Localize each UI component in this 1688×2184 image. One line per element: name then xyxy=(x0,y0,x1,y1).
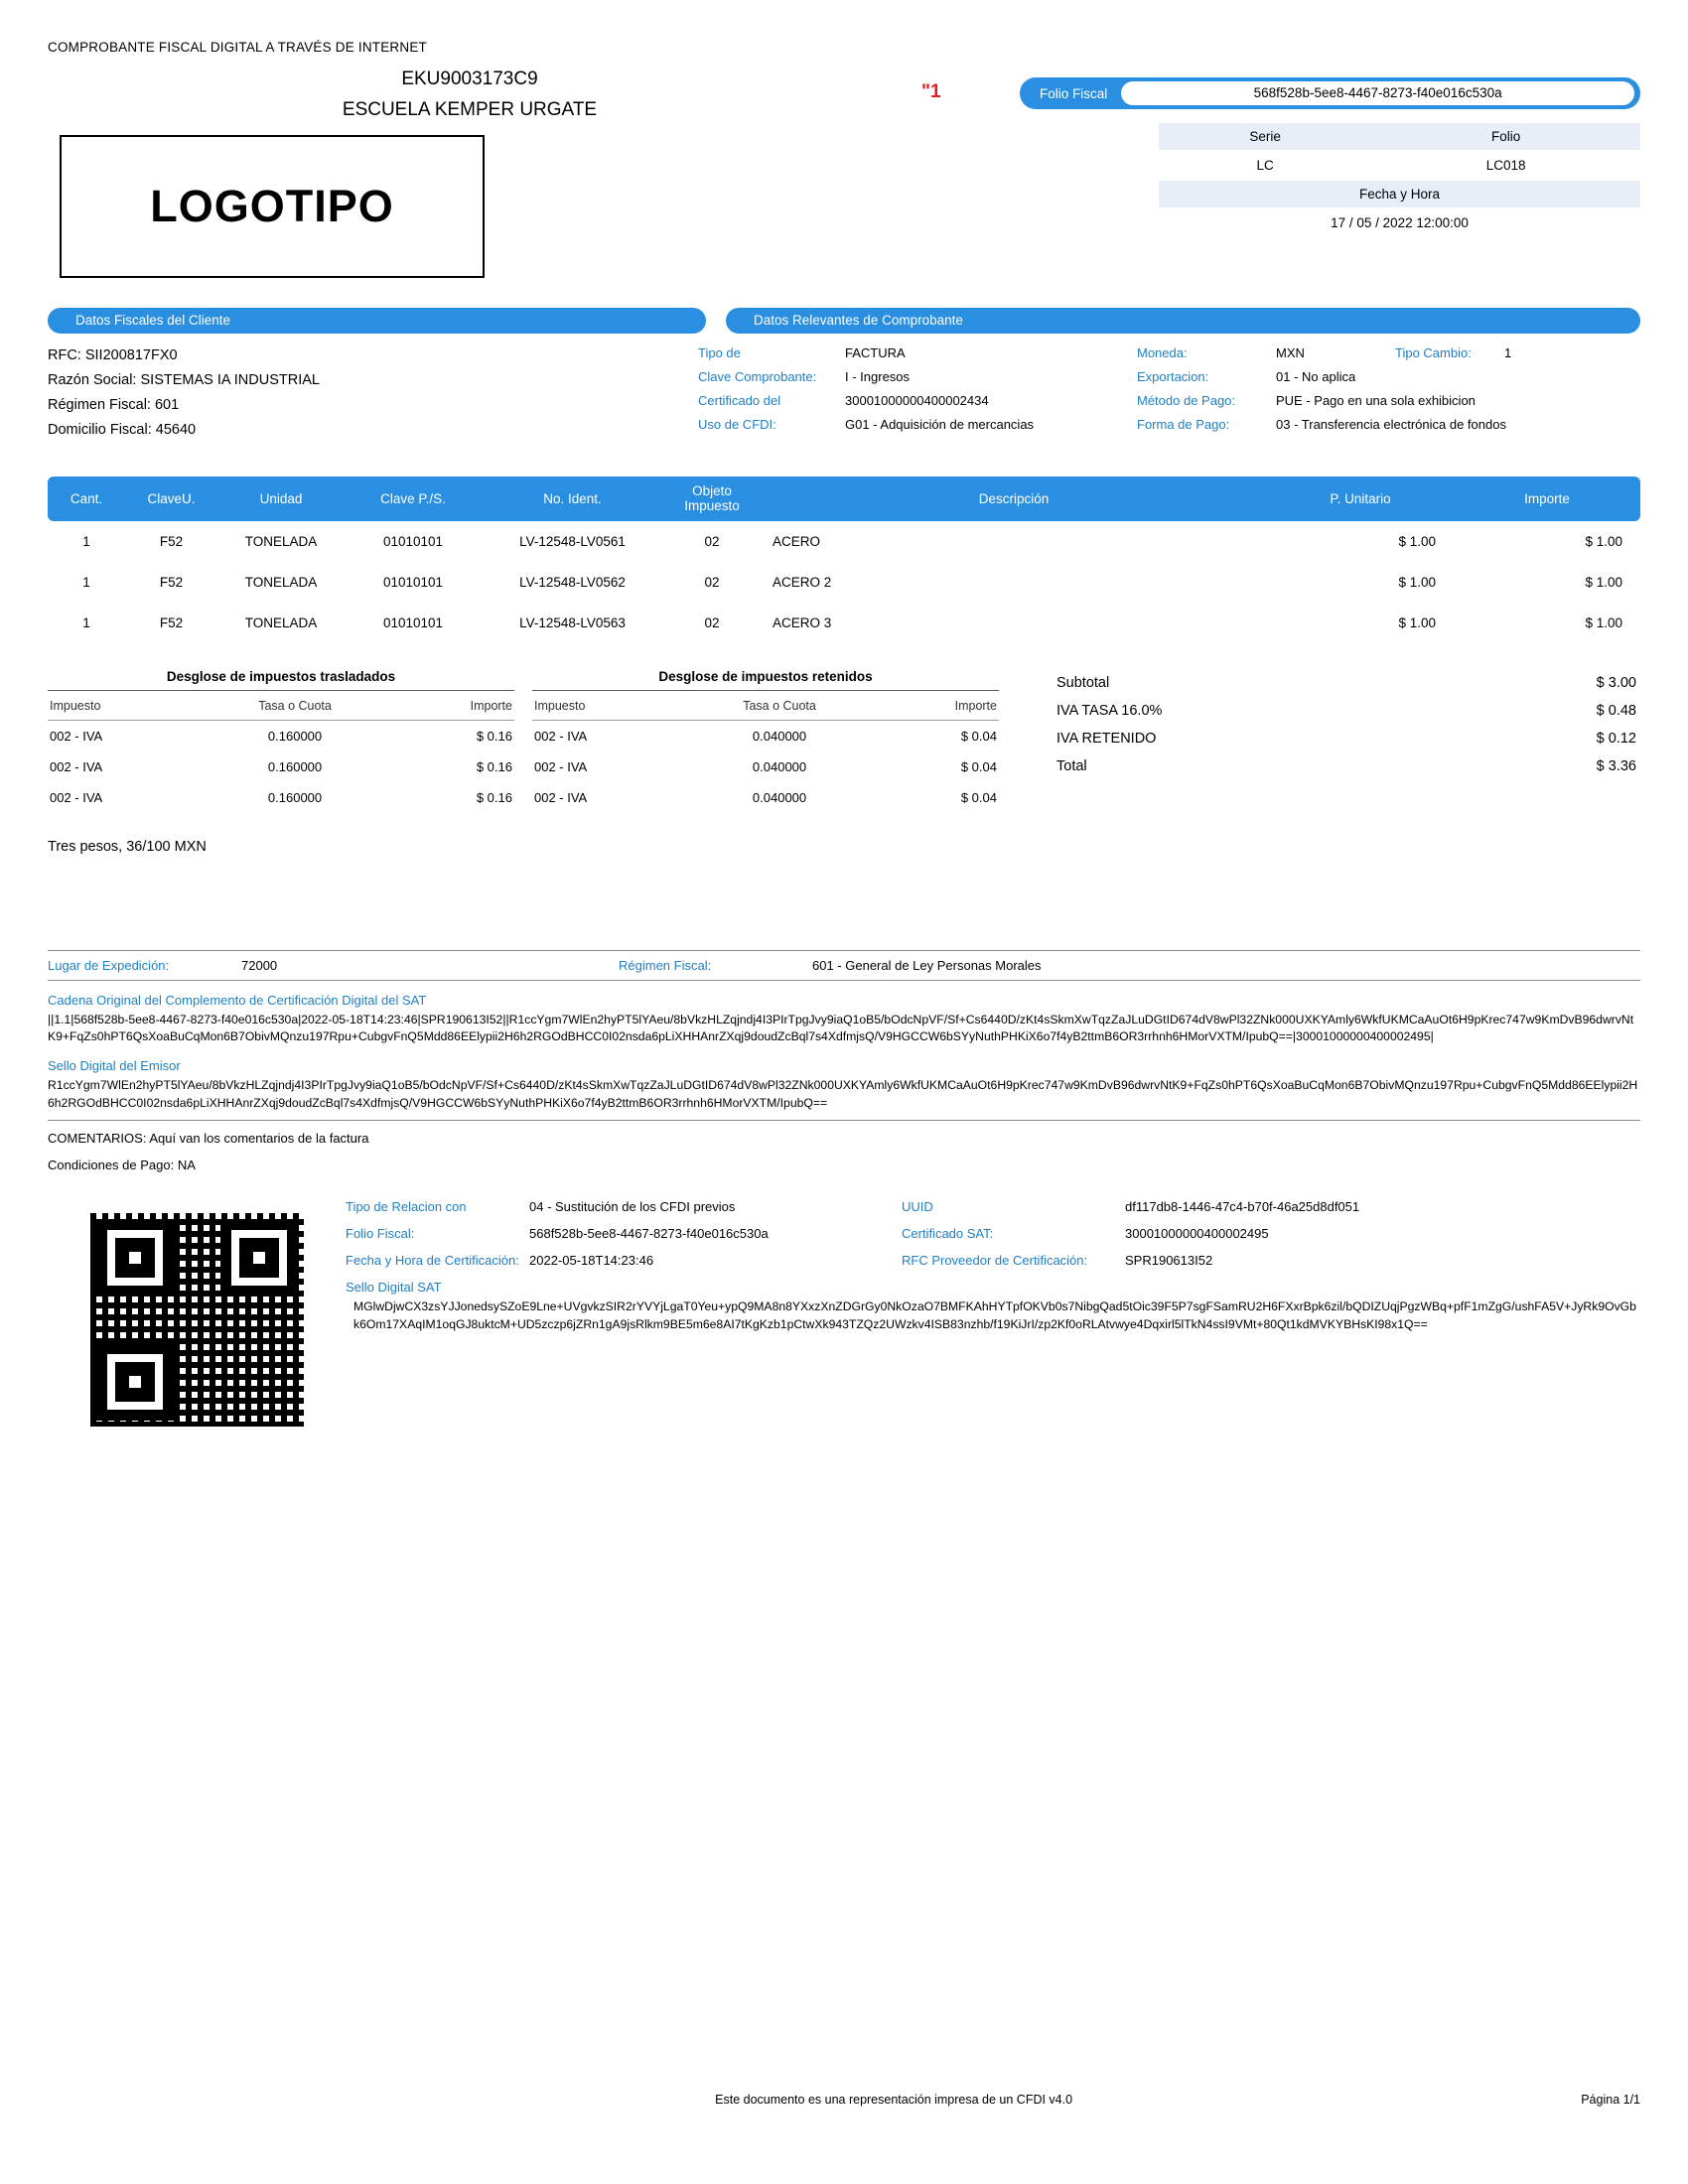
total-label: IVA TASA 16.0% xyxy=(1056,702,1163,719)
cell-cant: 1 xyxy=(82,614,90,630)
footer-page: Página 1/1 xyxy=(1581,2093,1640,2107)
conceptos-header xyxy=(48,477,1640,521)
qr-finder-bottom-left xyxy=(96,1343,174,1421)
cell-claveu: F52 xyxy=(159,533,184,549)
table-row xyxy=(48,782,514,813)
comprobante-tipo-value: FACTURA xyxy=(845,345,906,360)
cliente-domicilio-fiscal: Domicilio Fiscal: 45640 xyxy=(48,421,197,438)
condiciones-pago: Condiciones de Pago: NA xyxy=(48,1158,196,1173)
tax-cell-tasa: 0.160000 xyxy=(267,758,323,774)
cliente-regimen-fiscal: Régimen Fiscal: 601 xyxy=(48,396,180,413)
impuestos-trasladados-table xyxy=(48,691,514,813)
tipo-cambio-label: Tipo Cambio: xyxy=(1395,345,1472,360)
comprobante-left-column xyxy=(698,343,1125,443)
certificado-sat-label: Certificado SAT: xyxy=(902,1225,994,1241)
comprobante-metodo-pago-value: PUE - Pago en una sola exhibicion xyxy=(1276,393,1476,408)
tax-cell-importe: $ 0.04 xyxy=(960,758,997,774)
table-row xyxy=(48,521,1640,562)
tax-cell-tasa: 0.160000 xyxy=(267,789,323,805)
cell-unidad: TONELADA xyxy=(244,614,318,630)
folio-fiscal-cert xyxy=(346,1226,902,1241)
comprobante-uso-cfdi-value: G01 - Adquisición de mercancias xyxy=(845,417,1035,432)
total-label: IVA RETENIDO xyxy=(1056,730,1157,747)
total-label: Total xyxy=(1056,757,1087,774)
impuestos-retenidos-table xyxy=(532,691,999,813)
tax-col-impuesto: Impuesto xyxy=(532,691,679,721)
cell-p-unitario: $ 1.00 xyxy=(1398,614,1436,630)
comprobante-data xyxy=(698,343,1640,443)
total-label: Subtotal xyxy=(1056,674,1110,691)
comprobante-uso-cfdi xyxy=(698,417,1125,432)
comprobante-forma-pago-value: 03 - Transferencia electrónica de fondos xyxy=(1276,417,1506,432)
cell-cant: 1 xyxy=(82,533,90,549)
relacion-uuid-row xyxy=(346,1199,1640,1214)
cell-claveu: F52 xyxy=(159,574,184,590)
importe-con-letra: Tres pesos, 36/100 MXN xyxy=(48,838,207,855)
cell-claveu: F52 xyxy=(159,614,184,630)
section-bands xyxy=(48,308,1640,334)
table-row xyxy=(532,782,999,813)
folio-fiscal-pill xyxy=(1020,77,1640,109)
tax-cell-impuesto: 002 - IVA xyxy=(50,728,103,744)
comprobante-exportacion-value: 01 - No aplica xyxy=(1276,369,1356,384)
comprobante-tipo-label: Tipo de xyxy=(698,345,741,360)
cell-clave-ps: 01010101 xyxy=(382,614,444,630)
col-unidad: Unidad xyxy=(217,477,345,521)
fecha-hora-header-row xyxy=(1159,181,1640,207)
tipo-cambio-value: 1 xyxy=(1504,345,1512,360)
folio-value: LC018 xyxy=(1371,150,1640,181)
certificado-sat xyxy=(902,1226,1269,1241)
totals-block xyxy=(1017,669,1640,813)
folio-fiscal-value: 568f528b-5ee8-4467-8273-f40e016c530a xyxy=(1121,81,1634,105)
header-right xyxy=(1020,77,1640,238)
tipo-relacion xyxy=(346,1199,902,1214)
tax-header-row xyxy=(48,691,514,721)
sello-sat-value: MGlwDjwCX3zsYJJonedsySZoE9Lne+UVgvkzSIR2rYVYjLgaT0Yeu+ypQ9MA8n8YXxzXnZDGrGy0NkOzaO7BMFKAhHYTpfOKVb0s7NibgQad5tOic39F5P7sgFSamRU2H6FXxrBpk6zil/bQDIZUqjPgzWBq+pfF1mZgG/ushFA5V+JyRk9OvGbk6Om17XAqIM1oqGJ8uktcM+UD5zczp6jZRn1gA9jsRlkm9BE5m6e8AI7tKgKzb1pCtwXk943TZQz2UWzkv4ISB83nzhb/f19KiJrI/zp2Kf0oRLAtvwye4Dqxirl5lTkN4ssI9VMt+80Qt1kdMVKYBHsKI98x1Q== xyxy=(353,1298,1636,1331)
sello-emisor-value: R1ccYgm7WlEn2hyPT5lYAeu/8bVkzHLZqjndj4I3PIrTpgJvy9iaQ1oB5/bOdcNpVF/Sf+Cs6440D/zKt4sSkmXwTqzZaJLuDGtID674dV8wPl32ZNk000UXKYAmly6WkfUKMCaAuOt6H9pKrec747w9KmDvB96dwrvNtK9+FqZs0hPT6QsXoaBuCqMon6B7ObivMQnzu197Rpu+CubgvFnQ5Mdd86EElypii2H6h2RGOdBHCC0I02nsda6pLiXHHAnrZXqj9doudZcBql7s4XdfmjsQ/V9HGCCW6bSYyNuthPHKiX6o7f4yB2ttmB6OR3rrhnh6HMorVXTM/IpubQ== xyxy=(48,1078,1638,1110)
cell-importe: $ 1.00 xyxy=(1585,614,1622,630)
rfc-proveedor-certificacion xyxy=(902,1253,1212,1268)
certificado-sat-value: 30001000000400002495 xyxy=(1125,1225,1269,1241)
cell-descripcion: ACERO 2 xyxy=(773,574,832,590)
page-mark: "1 xyxy=(921,81,941,102)
cell-p-unitario: $ 1.00 xyxy=(1398,574,1436,590)
comprobante-uso-cfdi-label: Uso de CFDI: xyxy=(698,417,776,432)
document-type-title: COMPROBANTE FISCAL DIGITAL A TRAVÉS DE INTERNET xyxy=(48,40,427,55)
lugar-expedicion xyxy=(48,958,619,973)
fecha-rfc-row xyxy=(346,1253,1640,1268)
total-iva-tasa xyxy=(1056,697,1640,725)
comprobante-forma-pago xyxy=(1137,417,1640,432)
cliente-razon-social: Razón Social: SISTEMAS IA INDUSTRIAL xyxy=(48,371,320,388)
cell-objeto-impuesto: 02 xyxy=(704,533,720,549)
impuestos-retenidos-title: Desglose de impuestos retenidos xyxy=(532,669,999,691)
tax-col-importe: Importe xyxy=(395,691,514,721)
lugar-regimen-row xyxy=(48,950,1640,981)
cell-objeto-impuesto: 02 xyxy=(704,574,720,590)
tax-col-impuesto: Impuesto xyxy=(48,691,195,721)
tax-col-tasa: Tasa o Cuota xyxy=(195,691,394,721)
emisor-name: ESCUELA KEMPER URGATE xyxy=(342,99,598,120)
tax-cell-impuesto: 002 - IVA xyxy=(534,728,588,744)
rfc-proveedor-value: SPR190613I52 xyxy=(1125,1252,1213,1268)
document-footer xyxy=(48,2093,1640,2107)
cell-no-ident: LV-12548-LV0563 xyxy=(519,614,626,630)
cell-importe: $ 1.00 xyxy=(1585,574,1622,590)
table-row xyxy=(48,751,514,782)
fecha-hora-value: 17 / 05 / 2022 12:00:00 xyxy=(1159,207,1640,238)
divider xyxy=(48,1120,1640,1121)
cell-cant: 1 xyxy=(82,574,90,590)
tax-cell-tasa: 0.040000 xyxy=(752,728,807,744)
cell-objeto-impuesto: 02 xyxy=(704,614,720,630)
sello-emisor-title: Sello Digital del Emisor xyxy=(48,1058,181,1074)
serie-folio-table xyxy=(1159,123,1640,238)
total-value: $ 3.36 xyxy=(1596,757,1636,774)
comprobante-clave-label: Clave Comprobante: xyxy=(698,369,817,384)
col-importe: Importe xyxy=(1454,477,1640,521)
tax-header-row xyxy=(532,691,999,721)
table-row xyxy=(532,751,999,782)
regimen-fiscal-emisor xyxy=(619,958,1042,973)
fecha-certificacion-value: 2022-05-18T14:23:46 xyxy=(529,1252,654,1268)
total-subtotal xyxy=(1056,669,1640,697)
comprobante-metodo-pago xyxy=(1137,393,1640,408)
qr-code-icon xyxy=(90,1213,304,1427)
tax-col-tasa: Tasa o Cuota xyxy=(679,691,879,721)
comprobante-forma-pago-label: Forma de Pago: xyxy=(1137,417,1230,432)
conceptos-header-row xyxy=(48,477,1640,521)
qr-wrapper xyxy=(48,1189,346,1427)
cell-importe: $ 1.00 xyxy=(1585,533,1622,549)
header-left xyxy=(48,40,743,278)
folio-label: Folio xyxy=(1371,123,1640,150)
cell-unidad: TONELADA xyxy=(244,574,318,590)
fecha-hora-value-row xyxy=(1159,207,1640,238)
tax-col-importe: Importe xyxy=(880,691,999,721)
fecha-hora-label: Fecha y Hora xyxy=(1159,181,1640,207)
cell-no-ident: LV-12548-LV0561 xyxy=(519,533,626,549)
cell-no-ident: LV-12548-LV0562 xyxy=(519,574,626,590)
folio-fiscal-label: Folio Fiscal xyxy=(1040,85,1108,101)
emisor-rfc: EKU9003173C9 xyxy=(401,68,538,89)
certification-data xyxy=(346,1189,1640,1427)
comprobante-exportacion-label: Exportacion: xyxy=(1137,369,1209,384)
regimen-fiscal-label: Régimen Fiscal: xyxy=(619,957,712,973)
folio-certificado-row xyxy=(346,1226,1640,1241)
table-row xyxy=(48,562,1640,603)
table-row xyxy=(48,603,1640,643)
band-datos-cliente: Datos Fiscales del Cliente xyxy=(48,308,706,334)
comprobante-moneda-label: Moneda: xyxy=(1137,345,1188,360)
table-row xyxy=(532,720,999,751)
taxes-and-totals xyxy=(48,669,1640,813)
col-claveu: ClaveU. xyxy=(125,477,217,521)
comprobante-certificado xyxy=(698,393,1125,408)
comprobante-right-column xyxy=(1137,343,1640,443)
serie-label: Serie xyxy=(1159,123,1371,150)
uuid-label: UUID xyxy=(902,1198,933,1214)
band-datos-comprobante: Datos Relevantes de Comprobante xyxy=(726,308,1640,334)
impuestos-retenidos-block xyxy=(532,669,999,813)
comprobante-certificado-value: 30001000000400002434 xyxy=(845,393,989,408)
sello-sat-title: Sello Digital SAT xyxy=(346,1279,442,1295)
total-value: $ 0.12 xyxy=(1596,730,1636,747)
tax-cell-importe: $ 0.16 xyxy=(476,758,512,774)
tipo-relacion-value: 04 - Sustitución de los CFDI previos xyxy=(529,1198,736,1214)
fecha-certificacion-label: Fecha y Hora de Certificación: xyxy=(346,1252,519,1268)
tax-cell-impuesto: 002 - IVA xyxy=(534,758,588,774)
tax-cell-impuesto: 002 - IVA xyxy=(534,789,588,805)
comentarios: COMENTARIOS: Aquí van los comentarios de la factura xyxy=(48,1130,369,1146)
info-columns xyxy=(48,343,1640,443)
table-row xyxy=(48,720,514,751)
total-value: $ 3.00 xyxy=(1596,674,1636,691)
cliente-rfc: RFC: SII200817FX0 xyxy=(48,347,178,363)
col-p-unitario: P. Unitario xyxy=(1267,477,1454,521)
tax-cell-impuesto: 002 - IVA xyxy=(50,758,103,774)
col-clave-ps: Clave P./S. xyxy=(345,477,482,521)
tax-cell-importe: $ 0.04 xyxy=(960,728,997,744)
document-body xyxy=(48,40,1640,1427)
lugar-expedicion-value: 72000 xyxy=(241,957,278,973)
tax-cell-tasa: 0.160000 xyxy=(267,728,323,744)
tipo-relacion-label: Tipo de Relacion con xyxy=(346,1198,467,1214)
total-value: $ 0.48 xyxy=(1596,702,1636,719)
lugar-expedicion-label: Lugar de Expedición: xyxy=(48,957,170,973)
regimen-fiscal-value: 601 - General de Ley Personas Morales xyxy=(812,957,1042,973)
serie-value: LC xyxy=(1159,150,1371,181)
conceptos-body xyxy=(48,521,1640,643)
col-cant: Cant. xyxy=(48,477,125,521)
comprobante-tipo xyxy=(698,345,1125,360)
cell-descripcion: ACERO 3 xyxy=(773,614,832,630)
cadena-original-value: ||1.1|568f528b-5ee8-4467-8273-f40e016c530a|2022-05-18T14:23:46|SPR190613I52||R1ccYgm7WlEn2hyPT5lYAeu/8bVkzHLZqjndj4I3PIrTpgJvy9iaQ1oB5/bOdcNpVF/Sf+Cs6440D/zKt4sSkmXwTqzZaJLuDGtID674dV8wPl32ZNk000UXKYAmly6WkfUKMCaAuOt6H9pKrec747w9KmDvB96dwrvNtK9+FqZs0hPT6QsXoaBuCqMon6B7ObivMQnzu197Rpu+CubgvFnQ5Mdd86EElypii2H6h2RGOdBHCC0I02nsda6pLiXHHAnrZXqj9doudZcBql7s4XdfmjsQ/V9HGCCW6bSYyNuthPHKiX6o7f4yB2ttmB6OR3rrhnh6HMorVXTM/IpubQ==|30001000000400002495| xyxy=(48,1012,1634,1044)
emisor-block xyxy=(197,68,743,121)
impuestos-trasladados-block xyxy=(48,669,514,813)
comprobante-metodo-pago-label: Método de Pago: xyxy=(1137,393,1236,408)
col-descripcion: Descripción xyxy=(761,477,1267,521)
cell-descripcion: ACERO xyxy=(773,533,821,549)
cadena-original-title: Cadena Original del Complemento de Certificación Digital del SAT xyxy=(48,992,427,1008)
tax-cell-impuesto: 002 - IVA xyxy=(50,789,103,805)
logo-placeholder xyxy=(60,135,485,278)
uuid-relacionado xyxy=(902,1199,1359,1214)
comprobante-moneda-value: MXN xyxy=(1276,345,1305,360)
serie-folio-value-row xyxy=(1159,150,1640,181)
tax-cell-importe: $ 0.16 xyxy=(476,728,512,744)
cliente-data xyxy=(48,343,678,443)
comprobante-certificado-label: Certificado del xyxy=(698,393,781,408)
cell-unidad: TONELADA xyxy=(244,533,318,549)
conceptos-table xyxy=(48,477,1640,643)
col-no-ident: No. Ident. xyxy=(482,477,663,521)
tax-cell-tasa: 0.040000 xyxy=(752,789,807,805)
comprobante-clave xyxy=(698,369,1125,384)
footer-note: Este documento es una representación impresa de un CFDI v4.0 xyxy=(715,2093,1073,2107)
uuid-value: df117db8-1446-47c4-b70f-46a25d8df051 xyxy=(1125,1198,1360,1214)
comprobante-exportacion xyxy=(1137,369,1640,384)
folio-fiscal-cert-value: 568f528b-5ee8-4467-8273-f40e016c530a xyxy=(529,1225,769,1241)
tax-cell-importe: $ 0.16 xyxy=(476,789,512,805)
folio-fiscal-cert-label: Folio Fiscal: xyxy=(346,1225,415,1241)
cell-p-unitario: $ 1.00 xyxy=(1398,533,1436,549)
cell-clave-ps: 01010101 xyxy=(382,533,444,549)
logo-text: LOGOTIPO xyxy=(150,181,394,231)
impuestos-trasladados-title: Desglose de impuestos trasladados xyxy=(48,669,514,691)
serie-folio-header-row xyxy=(1159,123,1640,150)
comprobante-clave-value: I - Ingresos xyxy=(845,369,911,384)
qr-and-certification xyxy=(48,1189,1640,1427)
fecha-certificacion xyxy=(346,1253,902,1268)
tax-cell-tasa: 0.040000 xyxy=(752,758,807,774)
tax-cell-importe: $ 0.04 xyxy=(960,789,997,805)
comprobante-moneda xyxy=(1137,345,1640,360)
col-objeto-impuesto: Objeto Impuesto xyxy=(663,477,761,521)
total-total xyxy=(1056,752,1640,780)
total-iva-retenido xyxy=(1056,725,1640,752)
cell-clave-ps: 01010101 xyxy=(382,574,444,590)
rfc-proveedor-label: RFC Proveedor de Certificación: xyxy=(902,1252,1088,1268)
